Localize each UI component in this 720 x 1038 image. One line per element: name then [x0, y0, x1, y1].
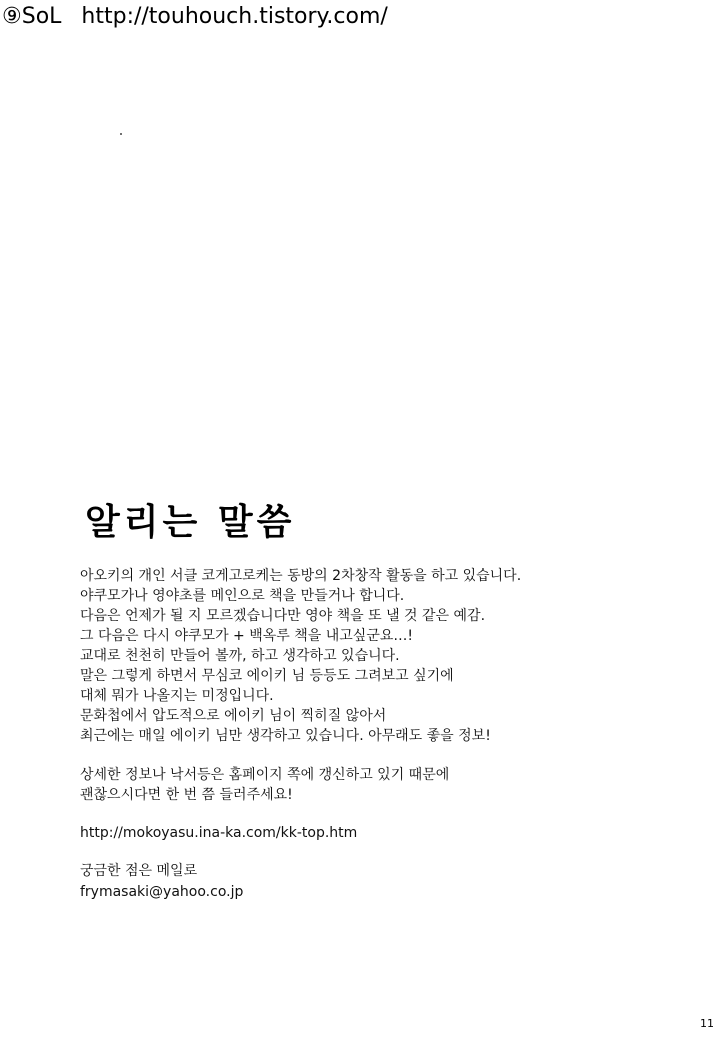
notice-line: 아오키의 개인 서클 코게고로케는 동방의 2차창작 활동을 하고 있습니다.	[80, 568, 522, 584]
notice-line: 상세한 정보나 낙서등은 홈페이지 쪽에 갱신하고 있기 때문에	[80, 767, 450, 783]
contact-email[interactable]: frymasaki@yahoo.co.jp	[80, 884, 244, 900]
notice-paragraph-2	[80, 765, 449, 805]
contact-block	[80, 861, 243, 903]
notice-title: 알리는 말씀	[85, 502, 296, 543]
notice-line: 괜찮으시다면 한 번 쯤 들러주세요!	[80, 787, 293, 803]
notice-line: 야쿠모가나 영야초를 메인으로 책을 만들거나 합니다.	[80, 588, 405, 604]
scan-speck	[120, 133, 122, 135]
page-number: 11	[700, 1017, 714, 1030]
notice-paragraph-1	[80, 566, 521, 746]
scanlation-watermark	[2, 2, 388, 30]
notice-line: 문화첩에서 압도적으로 에이키 님이 찍히질 않아서	[80, 708, 387, 724]
contact-label: 궁금한 점은 메일로	[80, 863, 198, 879]
notice-line: 대체 뭐가 나올지는 미정입니다.	[80, 688, 274, 704]
notice-line: 교대로 천천히 만들어 볼까, 하고 생각하고 있습니다.	[80, 648, 400, 664]
watermark-url[interactable]: http://touhouch.tistory.com/	[81, 3, 388, 29]
watermark-group: ⑨SoL	[2, 3, 62, 29]
notice-line: 최근에는 매일 에이키 님만 생각하고 있습니다. 아무래도 좋을 정보!	[80, 728, 491, 744]
homepage-url[interactable]: http://mokoyasu.ina-ka.com/kk-top.htm	[80, 825, 358, 841]
notice-line: 말은 그렇게 하면서 무심코 에이키 님 등등도 그려보고 싶기에	[80, 668, 454, 684]
notice-line: 다음은 언제가 될 지 모르겠습니다만 영야 책을 또 낼 것 같은 예감.	[80, 608, 486, 624]
notice-line: 그 다음은 다시 야쿠모가 + 백옥루 책을 내고싶군요…!	[80, 628, 413, 644]
